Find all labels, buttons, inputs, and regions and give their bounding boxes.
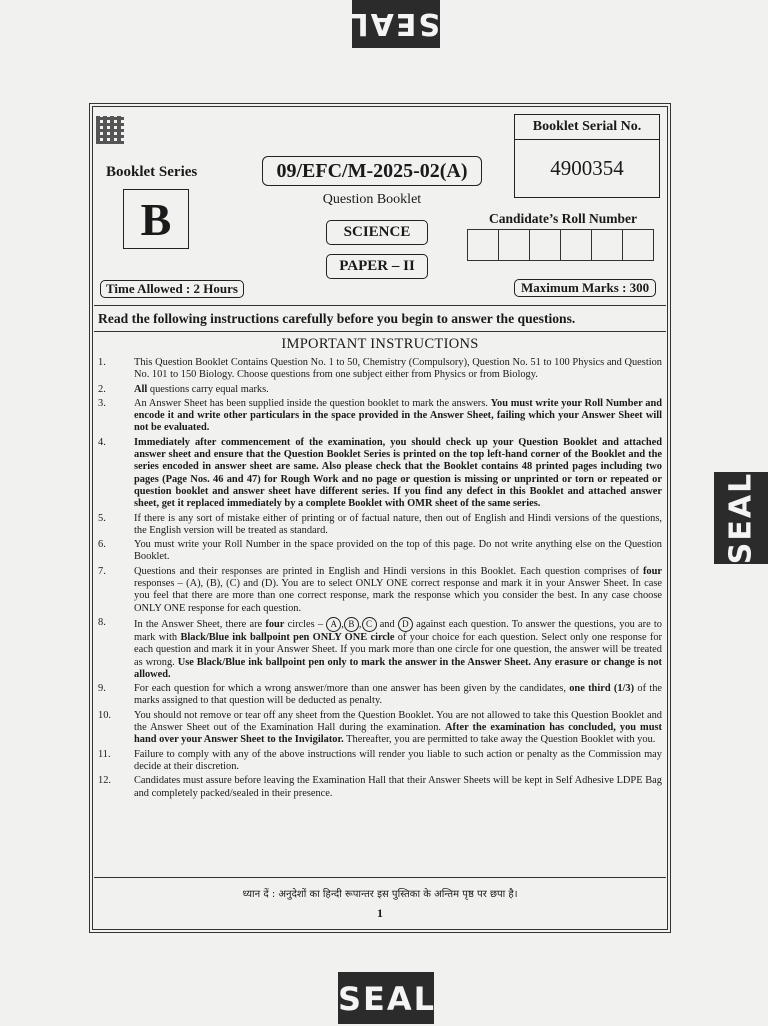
instruction-text-part: against each question. To answer the questions, you are to mark with bbox=[134, 618, 662, 643]
instruction-number: 9. bbox=[98, 683, 106, 695]
booklet-serial-box bbox=[514, 114, 660, 198]
instruction-number: 4. bbox=[98, 436, 106, 448]
roll-number-cell bbox=[622, 229, 654, 261]
instruction-number: 1. bbox=[98, 357, 106, 368]
instruction-text-part: In the Answer Sheet, there are bbox=[134, 618, 266, 630]
instructions-list bbox=[98, 357, 666, 802]
instruction-item bbox=[98, 710, 666, 747]
instruction-text-part: of your choice for each question. Select only one response for each question and mark it in your Answer Sheet. If you mark more than one circle for one question, the answer will be treated as wrong. bbox=[134, 631, 662, 668]
circle-d-icon: D bbox=[398, 617, 413, 632]
instruction-emphasis: After the examination has concluded, you must hand over your Answer Sheet to the Invigilator. bbox=[134, 722, 662, 746]
instruction-text bbox=[134, 710, 666, 747]
instruction-text-part: For each question for which a wrong answer/more than one answer has been given by the candidates, bbox=[134, 683, 570, 695]
instruction-number: 3. bbox=[98, 397, 106, 409]
paper-badge: PAPER – II bbox=[326, 254, 428, 279]
instruction-number: 11. bbox=[98, 748, 111, 760]
hindi-note: ध्यान दें : अनुदेशों का हिन्दी रूपान्तर इस पुस्तिका के अन्तिम पृष्ठ पर छपा है। bbox=[242, 889, 518, 900]
instruction-text bbox=[134, 683, 666, 708]
instructions-heading: IMPORTANT INSTRUCTIONS bbox=[281, 336, 479, 352]
instruction-number: 2. bbox=[98, 383, 106, 395]
instruction-item bbox=[98, 357, 666, 382]
instruction-item bbox=[98, 617, 666, 681]
instruction-text-part: Questions and their responses are printed in English and Hindi versions in this Booklet. Each question comprises of bbox=[134, 565, 643, 577]
instruction-text bbox=[134, 384, 666, 396]
time-allowed: Time Allowed : 2 Hours bbox=[100, 280, 244, 298]
instruction-text: Immediately after commencement of the examination, you should check up your Question Booklet and attached answer sheet and ensure that the Question Booklet Series is printed on the top left-hand corner of the Booklet and the series encoded in answer sheet are same. Also please check that the Booklet contains 48 printed pages including two pages (Page Nos. 46 and 47) for Rough Work and no page or question is missing or unprinted or torn or repeated or question booklet and answer sheet have different series. If you find any defect in this Booklet and attached answer sheet, get it replaced immediately by a complete Booklet with OMR sheet of the same series. bbox=[134, 436, 662, 510]
instruction-item bbox=[98, 513, 666, 538]
circle-a-icon: A bbox=[326, 617, 341, 632]
instruction-text: You must write your Roll Number in the space provided on the top of this page. Do not write anything else on the Question Booklet. bbox=[134, 539, 662, 563]
instruction-text: Candidates must assure before leaving the Examination Hall that their Answer Sheets will be kept in Self Adhesive LDPE Bag and completely packed/sealed in their presence. bbox=[134, 775, 662, 799]
instruction-item bbox=[98, 749, 666, 774]
instruction-number: 6. bbox=[98, 539, 106, 551]
subject-badge: SCIENCE bbox=[326, 220, 428, 245]
booklet-serial-number: 4900354 bbox=[550, 156, 624, 180]
instruction-number: 10. bbox=[98, 709, 111, 721]
circle-b-icon: B bbox=[344, 617, 359, 632]
instruction-emphasis: four bbox=[642, 565, 662, 577]
divider bbox=[94, 331, 666, 332]
instruction-item bbox=[98, 566, 666, 615]
instruction-text-part: of the marks assigned to that question will be deducted as penalty. bbox=[134, 683, 663, 707]
instruction-text bbox=[134, 566, 666, 615]
instruction-number: 7. bbox=[98, 565, 106, 577]
instruction-number: 5. bbox=[98, 512, 106, 524]
seal-stamp-right bbox=[714, 472, 768, 564]
roll-number-label: Candidate’s Roll Number bbox=[488, 211, 637, 226]
circle-c-icon: C bbox=[362, 617, 377, 632]
instruction-text: Failure to comply with any of the above instructions will render you liable to such action or penalty as the Commission may decide at their discretion. bbox=[134, 748, 662, 772]
instruction-text bbox=[134, 398, 666, 435]
instruction-text-part: You should not remove or tear off any sheet from the Question Booklet. You are not allowed to take this Question Booklet and the Answer Sheet out of the Examination Hall during the examination. bbox=[134, 709, 662, 734]
instruction-emphasis: four bbox=[265, 618, 285, 630]
maximum-marks: Maximum Marks : 300 bbox=[514, 279, 656, 297]
instruction-emphasis: You must write your Roll Number and encode it and write other particulars in the space provided in the Answer Sheet, failing which your Answer Sheet will not be evaluated. bbox=[134, 397, 663, 434]
divider bbox=[94, 877, 666, 878]
roll-number-cell bbox=[467, 229, 499, 261]
read-instructions-line: Read the following instructions carefully before you begin to answer the questions. bbox=[98, 311, 576, 326]
question-booklet-label: Question Booklet bbox=[322, 192, 422, 207]
page-number: 1 bbox=[377, 906, 383, 920]
instruction-text-part: An Answer Sheet has been supplied inside the question booklet to mark the answers. bbox=[134, 397, 491, 409]
instruction-emphasis: Black/Blue ink ballpoint pen ONLY ONE circle bbox=[180, 631, 395, 643]
instruction-text-part: and bbox=[376, 618, 398, 630]
roll-number-cell bbox=[498, 229, 530, 261]
instruction-text bbox=[134, 617, 666, 681]
divider bbox=[94, 305, 666, 306]
instruction-text-part: Thereafter, you are permitted to take away the Question Booklet with you. bbox=[343, 734, 656, 746]
booklet-series-label: Booklet Series bbox=[106, 164, 198, 180]
instruction-text-part: responses – (A), (B), (C) and (D). You are to select ONLY ONE correct response and mark it in your Answer Sheet. In case you feel that there are more than one correct response, mark the response which you consider the best. In any case choose ONLY ONE response for each question. bbox=[134, 578, 662, 614]
instruction-item bbox=[98, 539, 666, 564]
instruction-item bbox=[98, 398, 666, 435]
instruction-text: This Question Booklet Contains Question No. 1 to 50, Chemistry (Compulsory), Question No. 51 to 100 Physics and Question No. 101 to 150 Biology. Choose questions from one subject either from Physics or from Biology. bbox=[134, 357, 662, 381]
instruction-text-part: , bbox=[358, 618, 362, 630]
instruction-text-part: questions carry equal marks. bbox=[147, 383, 269, 395]
roll-number-cell bbox=[591, 229, 623, 261]
instruction-text-part: circles – bbox=[284, 618, 327, 630]
instruction-text: If there is any sort of mistake either of printing or of factual nature, then out of English and Hindi versions of the questions, the English version will be treated as standard. bbox=[134, 512, 662, 536]
seal-stamp-right-text: SEAL bbox=[723, 471, 759, 565]
booklet-series-value: B bbox=[123, 189, 189, 249]
booklet-serial-label: Booklet Serial No. bbox=[515, 115, 659, 140]
instruction-item bbox=[98, 775, 666, 800]
roll-number-boxes bbox=[468, 229, 654, 261]
seal-stamp-bottom: SEAL bbox=[338, 972, 434, 1024]
instruction-number: 8. bbox=[98, 616, 106, 628]
instruction-item bbox=[98, 683, 666, 708]
roll-number-cell bbox=[529, 229, 561, 261]
roll-number-cell bbox=[560, 229, 592, 261]
instruction-number: 12. bbox=[98, 775, 111, 787]
instruction-emphasis: All bbox=[134, 383, 148, 395]
instruction-item bbox=[98, 437, 666, 511]
instruction-emphasis: Use Black/Blue ink ballpoint pen only to mark the answer in the Answer Sheet. Any erasure or change is not allowed. bbox=[134, 656, 662, 680]
exam-code: 09/EFC/M-2025-02(A) bbox=[262, 156, 482, 186]
qr-code-icon bbox=[96, 116, 124, 144]
instruction-text-part: , bbox=[341, 618, 344, 630]
instruction-emphasis: one third (1/3) bbox=[569, 683, 635, 695]
instruction-item bbox=[98, 384, 666, 396]
seal-stamp-top: SEAL bbox=[352, 0, 440, 48]
